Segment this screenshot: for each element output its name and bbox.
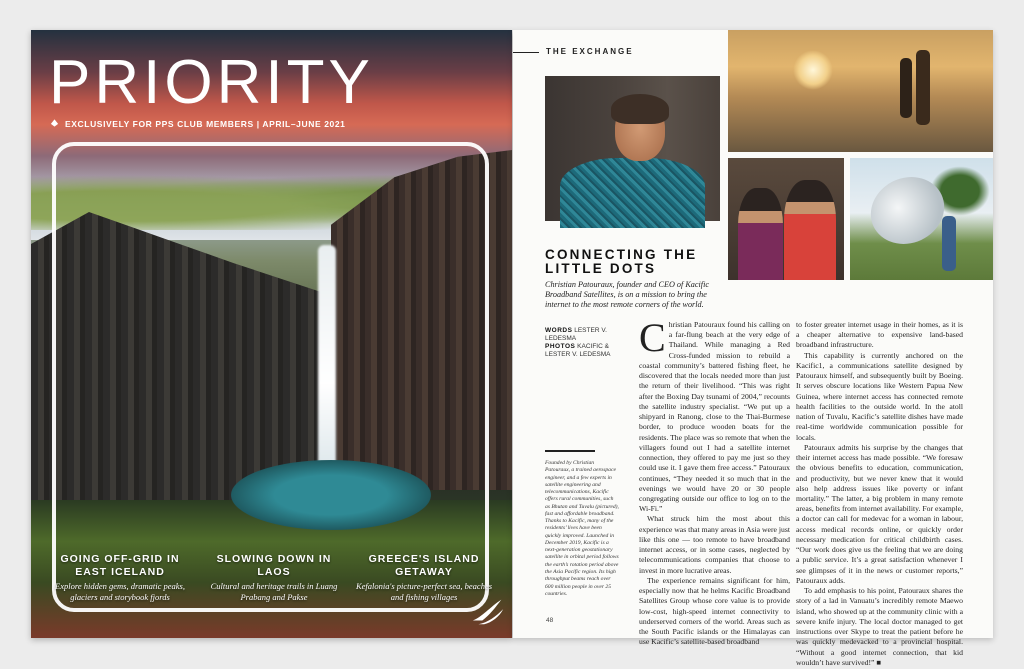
bird-logo-icon (50, 118, 59, 128)
headline-line: LITTLE DOTS (545, 261, 657, 277)
cover-teaser-laos[interactable] (199, 553, 349, 603)
photo-caption: Founded by Christian Patouraux, a trained aerospace engineer, and a few experts in satellite engineering and telecommunications, Kacific offers rural communities, such as Bhutan and Tuvalu (pictured), fast and affordable broadband. Thanks to Kacific, many of the residents’ lives have been quickly improved. Launched in December 2019, Kacific is a next-generation geostationary satellite in orbital period follows the earth’s rotation period above the Asia Pacific region. Its high throughput beams reach over 600 million people in over 25 countries. (545, 460, 619, 597)
portrait-hair (611, 94, 669, 124)
airline-brand-icon (469, 595, 507, 627)
cover-teaser-iceland[interactable] (45, 553, 195, 603)
portrait-shirt (560, 158, 705, 228)
article-page (513, 30, 993, 667)
section-rule (513, 52, 539, 53)
beach-photo (728, 30, 993, 152)
magazine-cover (31, 30, 512, 638)
words-value: LESTER V. LEDESMA (545, 327, 607, 343)
words-label: WORDS (545, 327, 573, 334)
drop-cap: C (639, 315, 666, 360)
caption-rule (545, 450, 595, 452)
cover-title: PRIORITY (49, 48, 374, 117)
girl-figure (784, 180, 836, 280)
section-label: THE EXCHANGE (546, 47, 634, 56)
cover-tagline: EXCLUSIVELY FOR PPS CLUB MEMBERS | APRIL–JUNE 2021 (65, 119, 346, 129)
article-standfirst: Christian Patouraux, founder and CEO of Kacific Broadband Satellites, is on a mission to bring the internet to the most remote corners of the world. (545, 280, 709, 309)
girls-photo (728, 158, 844, 280)
paragraph (639, 315, 790, 514)
beach-sun (793, 50, 833, 90)
portrait-photo (545, 76, 720, 221)
teaser-heading: SLOWING DOWN IN LAOS (216, 553, 332, 579)
teaser-subtitle: Cultural and heritage trails in Luang Prabang and Pakse (210, 581, 338, 602)
paragraph: To add emphasis to his point, Patouraux shares the story of a lad in Vanuatu’s incredibly remote Maewo island, who showed up at the community clinic with a severe knife injury. The local doctor managed to get instructions over Skype to treat the patient before he was quickly medevacked to a provincial hospital. “Without a good internet connection, that kid wouldn’t have survived!” ■ (796, 586, 963, 667)
paragraph-text: hristian Patouraux found his calling on a far-flung beach at the very edge of Thailand. While managing a Red Cross-funded mission to rebuild a coastal community’s battered fishing fleet, he discovered that the locals needed more than just the return of their livelihood. “This was right after the Boxing Day tsunami of 2004,” recounts the satellite industry specialist. “We put up a shipyard in Ranong, close to the Thai-Burmese border, to produce wooden boats for the residents. The place was so remote that when the villagers found out I had a satellite internet connection, they offered to pay me just so they could use it. I gave them free access.” Patouraux continues, “They needed it so much that in the evenings we would have 20 or 30 people congregating outside our office to log on to the Wi-Fi.” (639, 320, 790, 514)
teaser-subtitle: Kefalonia's picture-perfect sea, beaches and fishing villages (355, 581, 493, 602)
boy-figure (942, 216, 956, 271)
teaser-subtitle: Explore hidden gems, dramatic peaks, glaciers and storybook fjords (55, 581, 185, 602)
beach-figure (916, 50, 930, 125)
beach-figure (900, 58, 912, 118)
article-column-2 (796, 320, 963, 668)
photos-label: PHOTOS (545, 343, 576, 351)
article-column-1 (639, 315, 790, 648)
article-credits (545, 327, 635, 360)
cover-frame (52, 142, 489, 612)
paragraph: This capability is currently anchored on the Kacific1, a communications satellite designed by Patouraux himself, and subsequently built by Boeing. It serves obscure locations like Western Papua New Guinea, where internet access has connected remote health facilities to the outside world. In the atoll nation of Tuvalu, Kacific’s satellite dishes have made real-time worldwide communication possible for locals. (796, 350, 963, 442)
photos-value: KACIFIC & LESTER V. LEDESMA (545, 343, 611, 359)
article-headline (545, 248, 697, 276)
satellite-dish-photo (850, 158, 993, 280)
paragraph: to foster greater internet usage in their homes, as it is a cheaper alternative to expensive land-based broadband infrastructure. (796, 320, 963, 350)
headline-line: CONNECTING THE (545, 247, 698, 262)
girl-figure (738, 188, 783, 280)
page-number: 48 (546, 617, 554, 624)
paragraph: Patouraux admits his surprise by the changes that their internet access has made possible. “We foresaw the obvious benefits to education, communication, and productivity, but we never knew that it would also help address issues like poverty or infant mortality.” The latter, a big problem in many remote areas, benefits from internet availability. For example, a doctor can call for medevac for a woman in labour, access medical records online, or quickly order necessary medication for critical childbirth cases. “Our work does give us the feeling that we are doing a public service. It’s a great satisfaction whenever I see glimpses of it in the news or customer reports,” Patouraux adds. (796, 442, 963, 585)
paragraph: The experience remains significant for him, especially now that he helms Kacific Broadband Satellites Group whose core value is to provide low-cost, high-speed internet connectivity to underserved corners of the world. Areas such as the South Pacific islands or the Himalayas can use Kacific’s satellite-based broadband (639, 575, 790, 647)
teaser-heading: GREECE'S ISLAND GETAWAY (368, 553, 480, 579)
paragraph: What struck him the most about this experience was that many areas in Asia were just like this one — too remote to have broadband internet access, or in some cases, neglected by telecommunications companies that choose to invest in more lucrative areas. (639, 514, 790, 575)
teaser-heading: GOING OFF-GRID IN EAST ICELAND (60, 553, 180, 579)
